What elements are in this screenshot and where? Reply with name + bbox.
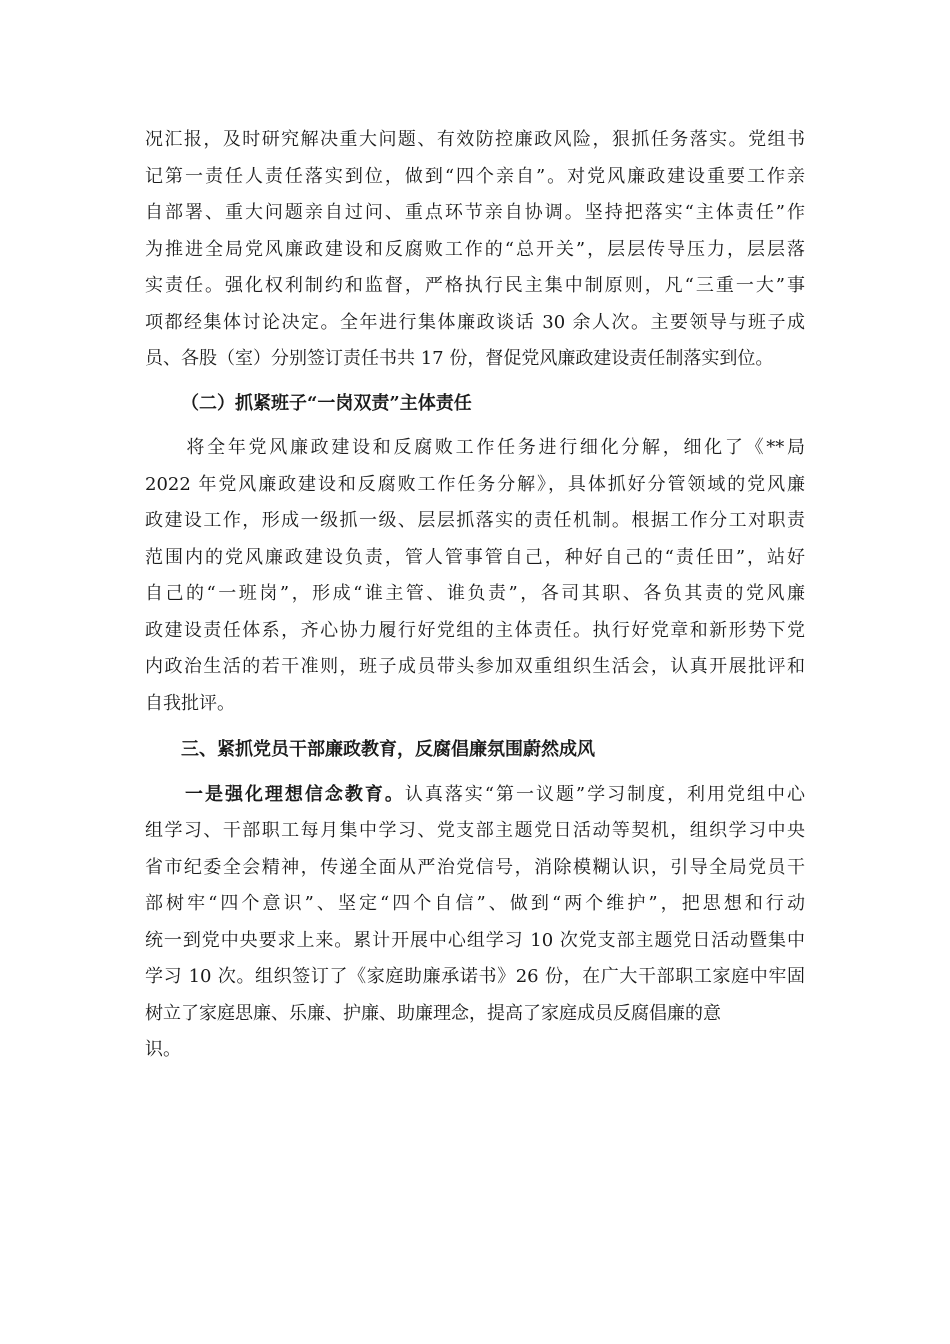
text-line: 识。	[145, 1039, 181, 1060]
paragraph-responsibility	[145, 122, 805, 378]
section-heading-3: 三、紧抓党员干部廉政教育，反腐倡廉氛围蔚然成风	[181, 739, 595, 760]
text-line	[145, 777, 805, 814]
text-line: 将全年党风廉政建设和反腐败工作任务进行细化分解，细化了《**局	[145, 437, 805, 458]
text-line: 范围内的党风廉政建设负责，管人管事管自己，种好自己的“责任田”，站好	[145, 546, 805, 568]
text-line: 省市纪委全会精神，传递全面从严治党信号，消除模糊认识，引导全局党员干	[145, 856, 805, 878]
text-line: 树立了家庭思廉、乐廉、护廉、助廉理念，提高了家庭成员反腐倡廉的意	[145, 1002, 721, 1024]
text-line: 员、各股（室）分别签订责任书共 17 份，督促党风廉政建设责任制落实到位。	[145, 348, 774, 369]
text-line: 项都经集体讨论决定。全年进行集体廉政谈话 30 余人次。主要领导与班子成	[145, 311, 805, 333]
lead-text: 认真落实“第一议题”学习制度，利用党组中心	[404, 783, 805, 805]
text-line: 况汇报，及时研究解决重大问题、有效防控廉政风险，狠抓任务落实。党组书	[145, 129, 805, 150]
text-line: 自部署、重大问题亲自过问、重点环节亲自协调。坚持把落实“主体责任”作	[145, 202, 805, 223]
text-line: 部树牢“四个意识”、坚定“四个自信”、做到“两个维护”，把思想和行动	[145, 893, 805, 914]
text-line: 政建设责任体系，齐心协力履行好党组的主体责任。执行好党章和新形势下党	[145, 619, 805, 641]
text-line: 政建设工作，形成一级抓一级、层层抓落实的责任机制。根据工作分工对职责	[145, 510, 805, 531]
text-line: 实责任。强化权利制约和监督，严格执行民主集中制原则，凡“三重一大”事	[145, 275, 805, 296]
paragraph-team-duty	[145, 430, 805, 722]
paragraph-education	[145, 777, 805, 1069]
text-line: 组学习、干部职工每月集中学习、党支部主题党日活动等契机，组织学习中央	[145, 820, 805, 841]
section-heading-2: （二）抓紧班子“一岗双责”主体责任	[181, 392, 472, 414]
text-line: 学习 10 次。组织签订了《家庭助廉承诺书》26 份，在广大干部职工家庭中牢固	[145, 966, 805, 987]
text-line: 自我批评。	[145, 692, 235, 714]
lead-bold-text: 一是强化理想信念教育。	[145, 783, 405, 805]
text-line: 自己的“一班岗”，形成“谁主管、谁负责”，各司其职、各负其责的党风廉	[145, 583, 805, 604]
text-line: 记第一责任人责任落实到位，做到“四个亲自”。对党风廉政建设重要工作亲	[145, 165, 805, 187]
document-page	[145, 122, 805, 1069]
text-line: 统一到党中央要求上来。累计开展中心组学习 10 次党支部主题党日活动暨集中	[145, 929, 805, 951]
text-line: 内政治生活的若干准则，班子成员带头参加双重组织生活会，认真开展批评和	[145, 656, 805, 677]
text-line: 为推进全局党风廉政建设和反腐败工作的“总开关”，层层传导压力，层层落	[145, 238, 805, 260]
text-line: 2022 年党风廉政建设和反腐败工作任务分解》，具体抓好分管领域的党风廉	[145, 473, 805, 495]
